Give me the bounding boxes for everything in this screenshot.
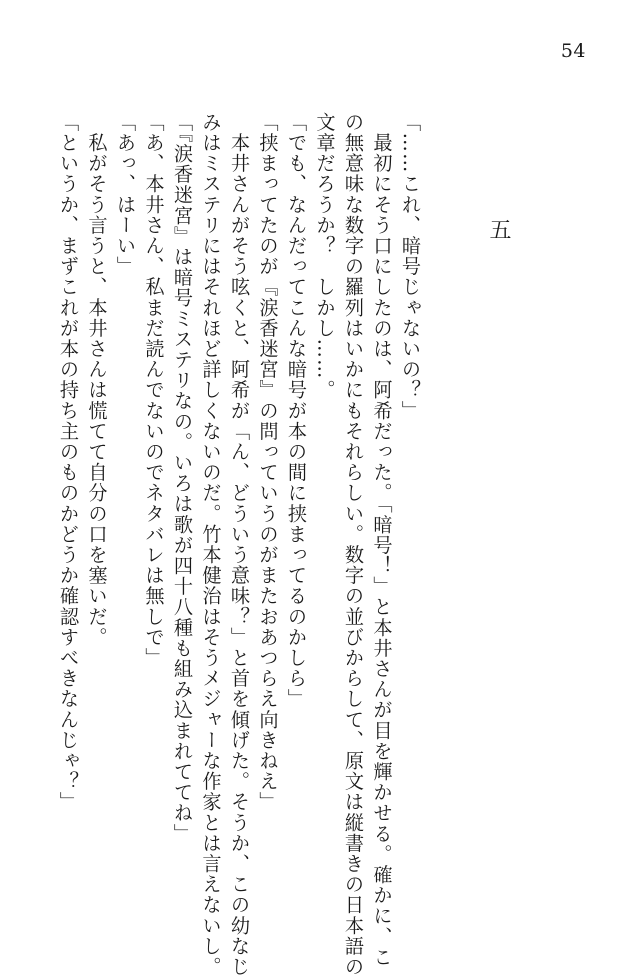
text-line: の無意味な数字の羅列はいかにもそれらしい。数字の並びからして、原文は縦書きの日本語の — [342, 112, 365, 977]
text-line: 「『涙香迷宮』は暗号ミステリなの。いろは歌が四十八種も組み込まれててね」 — [171, 112, 194, 844]
text-line: 文章だろうか？ しかし……。 — [313, 112, 337, 401]
text-line: 本井さんがそう呟くと、阿希が「ん、どういう意味？」と首を傾げた。そうか、この幼なじ — [228, 112, 251, 977]
chapter-heading: 五 — [486, 218, 511, 240]
text-line: 「でも、なんだってこんな暗号が本の間に挟まってるのかしら」 — [285, 112, 308, 710]
text-line: 「挟まってたのが『涙香迷宮』の問っていうのがまたおあつらえ向きねえ」 — [256, 112, 280, 813]
text-line: 「あっ、はーい」 — [114, 112, 137, 277]
text-line: 私がそう言うと、本井さんは慌てて自分の口を塞いだ。 — [85, 112, 109, 648]
text-line: 「というか、まずこれが本の持ち主のものかどうか確認すべきなんじゃ？」 — [57, 112, 80, 813]
body-text — [57, 112, 424, 977]
page-number: 54 — [560, 40, 586, 62]
text-line: みはミステリにはそれほど詳しくないのだ。竹本健治はそうメジャーな作家とは言えないし。 — [199, 112, 223, 977]
text-line: 「あ、本井さん、私まだ読んでないのでネタバレは無しで」 — [142, 112, 166, 669]
text-line: 「……これ、暗号じゃないの？」 — [399, 112, 422, 421]
text-line: 最初にそう口にしたのは、阿希だった。「暗号！」と本井さんが目を輝かせる。確かに、こ — [370, 112, 394, 968]
